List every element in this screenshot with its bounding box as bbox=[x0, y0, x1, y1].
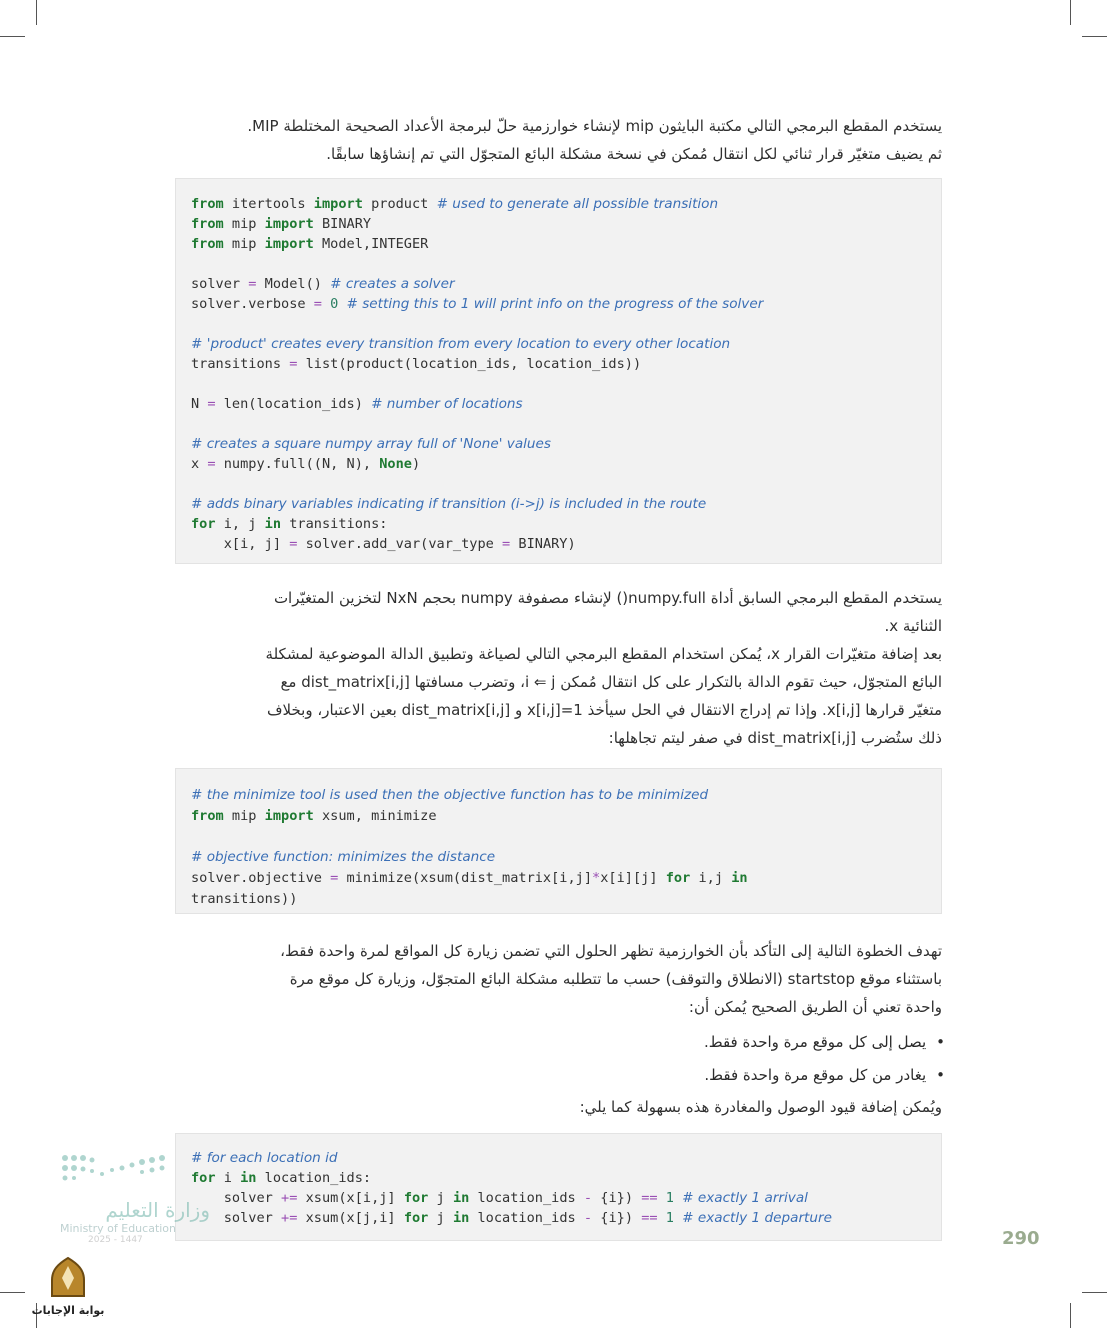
text-line: متغيّر قرارها x[i,j]. وإذا تم إدراج الانتقال في الحل سيأخذ x[i,j]=1 و dist_matrix[i,j] بعين الاعتبار، وبخلاف bbox=[266, 701, 942, 719]
code-block-constraints bbox=[175, 1133, 942, 1241]
text-line: بعد إضافة متغيّرات القرار x، يُمكن استخدام المقطع البرمجي التالي لصياغة وتطبيق الدالة الموضوعية لمشكلة bbox=[265, 645, 942, 663]
closing-paragraph bbox=[162, 1093, 942, 1121]
text-line: يستخدم المقطع البرمجي التالي مكتبة البايثون mip لإنشاء خوارزمية حلّ لبرمجة الأعداد الصحيحة المختلطة MIP. bbox=[247, 117, 942, 135]
text-line: واحدة تعني أن الطريق الصحيح يُمكن أن: bbox=[688, 998, 942, 1016]
code-line: transitions)) bbox=[191, 891, 298, 907]
code-line: # adds binary variables indicating if transition (i->j) is included in the route bbox=[191, 496, 707, 512]
text-line: الثنائية x. bbox=[884, 617, 942, 635]
bullet-item: •يصل إلى كل موقع مرة واحدة فقط. bbox=[703, 1033, 945, 1051]
shield-icon bbox=[48, 1256, 88, 1300]
crop-mark bbox=[1070, 1303, 1071, 1328]
text-line: تهدف الخطوة التالية إلى التأكد بأن الخوارزمية تظهر الحلول التي تضمن زيارة كل المواقع لمرة واحدة فقط، bbox=[280, 942, 942, 960]
code-line: from mip import Model,INTEGER bbox=[191, 236, 429, 252]
code-line: solver.objective = minimize(xsum(dist_matrix[i,j]*x[i][j] for i,j in bbox=[191, 870, 748, 886]
text-line: البائع المتجوّل، حيث تقوم الدالة بالتكرار على كل انتقال مُمكن i ⇐ j، وتضرب مسافتها dist_matrix[i,j] مع bbox=[280, 673, 942, 691]
bullet-icon: • bbox=[936, 1033, 945, 1051]
badge-label: بوابة الإجابات bbox=[31, 1304, 105, 1317]
crop-mark bbox=[0, 1292, 25, 1293]
text-line: ويُمكن إضافة قيود الوصول والمغادرة هذه بسهولة كما يلي: bbox=[579, 1098, 942, 1116]
ministry-name-ar: وزارة التعليم bbox=[105, 1198, 210, 1222]
code-line: N = len(location_ids) # number of locations bbox=[191, 396, 523, 412]
constraints-paragraph bbox=[162, 937, 942, 1021]
crop-mark bbox=[1070, 0, 1071, 25]
code-line: for i, j in transitions: bbox=[191, 516, 388, 532]
code-line: solver = Model() # creates a solver bbox=[191, 276, 455, 292]
ministry-logo bbox=[60, 1150, 210, 1245]
crop-mark bbox=[1082, 1292, 1107, 1293]
crop-mark bbox=[1082, 36, 1107, 37]
code-line: for i in location_ids: bbox=[191, 1170, 372, 1186]
crop-mark bbox=[0, 36, 25, 37]
text-line: باستثناء موقع startstop (الانطلاق والتوقف) حسب ما تتطلبه مشكلة البائع المتجوّل، وزيارة كل موقع مرة bbox=[289, 970, 942, 988]
code-line: # for each location id bbox=[191, 1150, 338, 1166]
crop-mark bbox=[36, 0, 37, 25]
numpy-paragraph bbox=[162, 584, 942, 752]
text-line: يستخدم المقطع البرمجي السابق أداة numpy.full() لإنشاء مصفوفة numpy بحجم NxN لتخزين المتغيّرات bbox=[273, 589, 942, 607]
code-line: x = numpy.full((N, N), None) bbox=[191, 456, 421, 472]
code-line: solver += xsum(x[i,j] for j in location_ids - {i}) == 1 # exactly 1 arrival bbox=[191, 1190, 808, 1206]
code-line: # the minimize tool is used then the objective function has to be minimized bbox=[191, 787, 709, 803]
code-line: # creates a square numpy array full of 'None' values bbox=[191, 436, 551, 452]
code-line: from mip import xsum, minimize bbox=[191, 808, 437, 824]
bullet-item: •يغادر من كل موقع مرة واحدة فقط. bbox=[704, 1066, 945, 1084]
dots-pattern-icon bbox=[60, 1150, 170, 1190]
intro-paragraph bbox=[162, 112, 942, 168]
code-line: x[i, j] = solver.add_var(var_type = BINARY) bbox=[191, 536, 576, 552]
code-line: # 'product' creates every transition from every location to every other location bbox=[191, 336, 731, 352]
code-line: solver += xsum(x[j,i] for j in location_ids - {i}) == 1 # exactly 1 departure bbox=[191, 1210, 832, 1226]
ministry-name-en: Ministry of Education bbox=[60, 1222, 177, 1235]
code-block-solver-setup bbox=[175, 178, 942, 564]
code-line: transitions = list(product(location_ids, location_ids)) bbox=[191, 356, 642, 372]
ministry-year: 2025 - 1447 bbox=[88, 1235, 143, 1245]
code-line: solver.verbose = 0 # setting this to 1 will print info on the progress of the solver bbox=[191, 296, 764, 312]
text-line: ذلك ستُضرب dist_matrix[i,j] في صفر ليتم تجاهلها: bbox=[608, 729, 942, 747]
code-line: from mip import BINARY bbox=[191, 216, 372, 232]
text-line: ثم يضيف متغيّر قرار ثنائي لكل انتقال مُمكن في نسخة مشكلة البائع المتجوّل التي تم إنشاؤها سابقًا. bbox=[326, 145, 942, 163]
code-line: from itertools import product # used to generate all possible transition bbox=[191, 196, 719, 212]
page-number: 290 bbox=[1002, 1228, 1040, 1249]
bullet-icon: • bbox=[936, 1066, 945, 1084]
code-line: # objective function: minimizes the distance bbox=[191, 849, 496, 865]
answers-portal-badge bbox=[28, 1256, 108, 1317]
code-block-objective bbox=[175, 768, 942, 914]
